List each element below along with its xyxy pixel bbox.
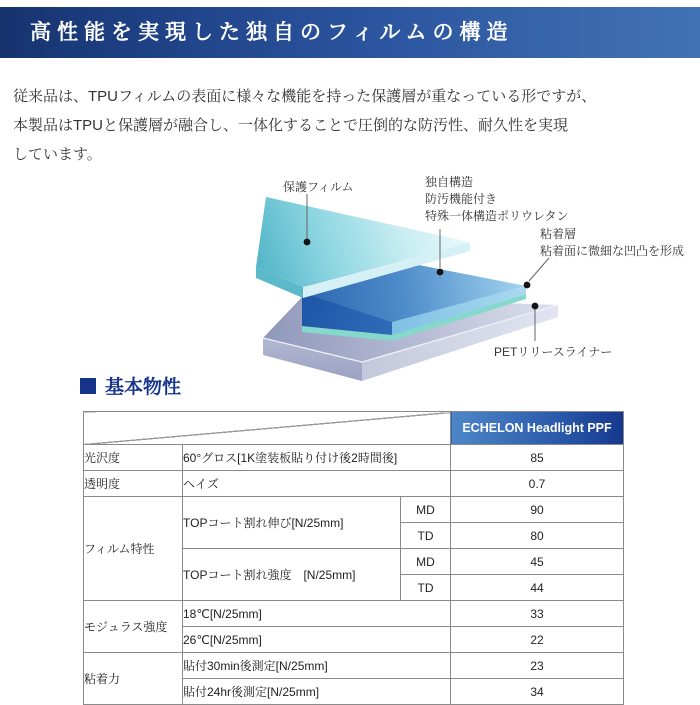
category-cell: 透明度 xyxy=(84,471,183,497)
item-cell: TOPコート割れ強度 [N/25mm] xyxy=(183,549,401,601)
pet-release-liner-label-text: PETリリースライナー xyxy=(494,345,613,359)
value-cell: 85 xyxy=(451,445,624,471)
item-cell: TOPコート割れ伸び[N/25mm] xyxy=(183,497,401,549)
adhesive-layer-line-1: 粘着層 xyxy=(540,227,577,241)
direction-cell: MD xyxy=(401,549,451,575)
table-row xyxy=(84,445,624,471)
section-square-icon xyxy=(80,378,96,394)
adhesive-layer-line-2: 粘着面に微細な凹凸を形成 xyxy=(540,244,685,258)
adhesive-layer-label xyxy=(540,226,684,260)
category-cell: 光沢度 xyxy=(84,445,183,471)
item-cell: 60°グロス[1K塗装板貼り付け後2時間後] xyxy=(183,445,451,471)
item-cell: ヘイズ xyxy=(183,471,451,497)
intro-line-3: しています。 xyxy=(13,146,102,163)
protective-film-label-text: 保護フィルム xyxy=(283,180,354,194)
page-title: 高性能を実現した独自のフィルムの構造 xyxy=(30,20,514,44)
unique-structure-line-1: 独自構造 xyxy=(425,175,474,189)
value-cell: 0.7 xyxy=(451,471,624,497)
direction-cell: TD xyxy=(401,575,451,601)
value-cell: 22 xyxy=(451,627,624,653)
category-cell: フィルム特性 xyxy=(84,497,183,601)
item-cell: 18℃[N/25mm] xyxy=(183,601,451,627)
item-cell: 26℃[N/25mm] xyxy=(183,627,451,653)
value-cell: 34 xyxy=(451,679,624,705)
table-row xyxy=(84,497,624,523)
protective-film-label xyxy=(283,179,354,196)
category-cell: モジュラス強度 xyxy=(84,601,183,653)
category-cell: 粘着力 xyxy=(84,653,183,705)
table-header-row xyxy=(84,412,624,445)
table-row xyxy=(84,653,624,679)
item-cell: 貼付30min後測定[N/25mm] xyxy=(183,653,451,679)
direction-cell: TD xyxy=(401,523,451,549)
direction-cell: MD xyxy=(401,497,451,523)
table-diagonal-cell xyxy=(84,412,451,445)
value-cell: 80 xyxy=(451,523,624,549)
intro-line-2: 本製品はTPUと保護層が融合し、一体化することで圧倒的な防汚性、耐久性を実現 xyxy=(13,117,569,134)
intro-line-1: 従来品は、TPUフィルムの表面に様々な機能を持った保護層が重なっている形ですが、 xyxy=(13,88,597,105)
value-cell: 44 xyxy=(451,575,624,601)
value-cell: 45 xyxy=(451,549,624,575)
unique-structure-label xyxy=(425,174,569,225)
section-header xyxy=(80,372,181,399)
product-column-header: ECHELON Headlight PPF xyxy=(451,412,624,445)
pet-release-liner-label xyxy=(494,344,612,361)
unique-structure-line-3: 特殊一体構造ポリウレタン xyxy=(425,209,569,223)
table-row xyxy=(84,471,624,497)
basic-properties-table xyxy=(83,411,624,705)
value-cell: 90 xyxy=(451,497,624,523)
unique-structure-line-2: 防汚機能付き xyxy=(425,192,498,206)
value-cell: 23 xyxy=(451,653,624,679)
section-title: 基本物性 xyxy=(105,377,182,398)
item-cell: 貼付24hr後測定[N/25mm] xyxy=(183,679,451,705)
table-row xyxy=(84,601,624,627)
value-cell: 33 xyxy=(451,601,624,627)
